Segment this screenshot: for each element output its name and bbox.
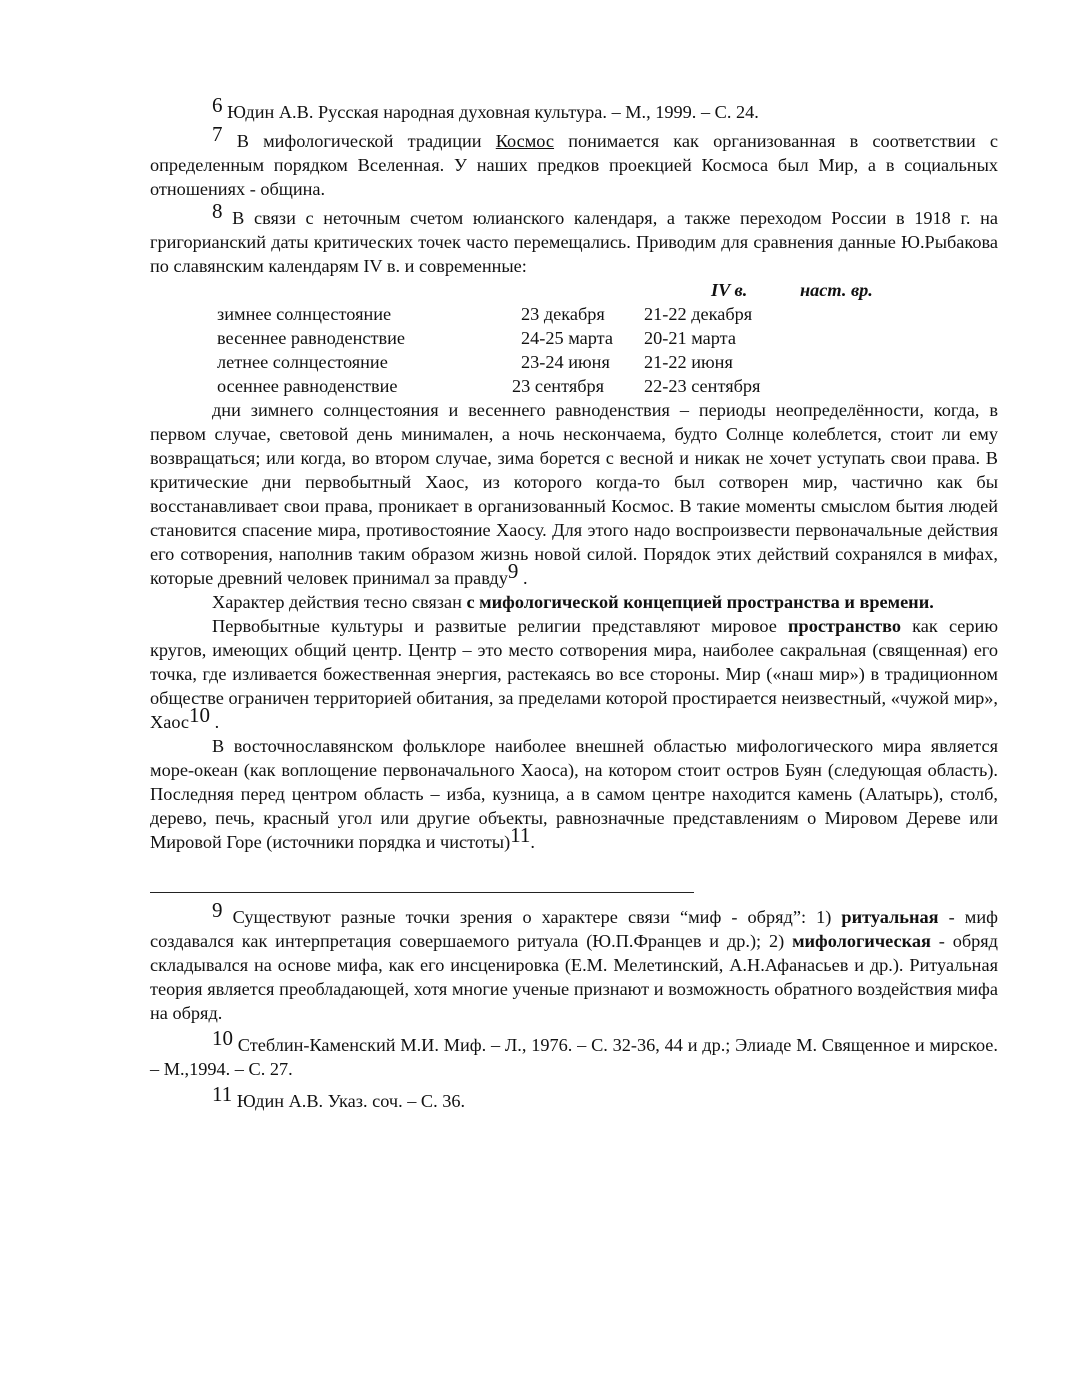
- footnote-separator: [150, 892, 694, 893]
- footnote-ref: 10: [189, 703, 211, 727]
- footnote-ref: 11: [510, 823, 531, 847]
- table-row: [217, 374, 917, 398]
- bold-term: мифологическая: [792, 931, 931, 951]
- footnote-number: 7: [212, 122, 223, 146]
- footnote-8: [150, 199, 998, 278]
- iv-date-cell: 23 сентября: [512, 376, 605, 396]
- paragraph-text: В восточнославянском фольклоре наиболее внешней областью мифологического мира является море-океан (как воплощение первоначального Хаоса), на котором стоит остров Буян (следующая область). Последняя перед центром область – изба, кузница, а в самом центре находится камень (Алатырь), столб, дерево, печь, красный угол или другие объекты, равнозначные представлениям о Мировом Дереве или Мировой Горе (источники порядка и чистоты): [150, 736, 998, 852]
- footnote-text: Юдин А.В. Указ. соч. – С. 36.: [236, 1091, 466, 1111]
- footnote-text: понимается как организованная в соответствии с определенным порядком Вселенная. У наших предков проекцией Космоса был Мир, а в социальных отношениях - община.: [150, 131, 998, 199]
- footnote-9: [150, 898, 998, 1025]
- document-page: [150, 93, 998, 1121]
- underlined-term: Космос: [495, 131, 555, 151]
- event-cell: осеннее равноденствие: [217, 376, 398, 396]
- event-cell: зимнее солнцестояние: [217, 304, 392, 324]
- now-date-cell: 21-22 июня: [644, 352, 733, 372]
- bold-term: ритуальная: [841, 907, 939, 927]
- footnote-ref: 9: [507, 559, 519, 583]
- footnote-11: [150, 1082, 998, 1113]
- body-paragraph-3: [150, 614, 998, 734]
- now-date-cell: 22-23 сентября: [644, 376, 761, 396]
- paragraph-text: .: [518, 568, 528, 588]
- paragraph-text: Характер действия тесно связан: [212, 592, 467, 612]
- column-header-iv: IV в.: [711, 280, 748, 300]
- paragraph-text: .: [210, 712, 220, 732]
- footnote-text: - миф создавался как интерпретация совершаемого ритуала (Ю.П.Францев и др.); 2): [150, 907, 998, 951]
- body-paragraph-2: [150, 590, 998, 614]
- now-date-cell: 21-22 декабря: [644, 304, 753, 324]
- footnote-text: Стеблин-Каменский М.И. Миф. – Л., 1976. – С. 32-36, 44 и др.; Элиаде М. Священное и мирское. – М.,1994. – С. 27.: [150, 1035, 998, 1079]
- footnote-number: 9: [212, 898, 223, 922]
- paragraph-text: Первобытные культуры и развитые религии представляют мировое: [212, 616, 788, 636]
- footnote-text: - обряд складывался на основе мифа, как его инсценировка (Е.М. Мелетинский, А.Н.Афанасьев и др.). Ритуальная теория является преобладающей, хотя многие ученые признают и возможность обратного воздействия мифа на обряд.: [150, 931, 998, 1023]
- footnote-text: В связи с неточным счетом юлианского календаря, а также переходом России в 1918 г. на григорианский даты критических точек часто перемещались. Приводим для сравнения данные Ю.Рыбакова по славянским календарям IV в. и современные:: [150, 208, 998, 276]
- footnote-number: 8: [212, 199, 223, 223]
- footnote-number: 6: [212, 93, 223, 117]
- now-date-cell: 20-21 марта: [644, 328, 737, 348]
- column-header-now: наст. вр.: [800, 280, 873, 300]
- iv-date-cell: 23 декабря: [521, 304, 605, 324]
- table-row: [217, 302, 917, 326]
- paragraph-text: как серию кругов, имеющих общий центр. Центр – это место сотворения мира, наиболее сакральная (священная) его точка, где изливается божественная энергия, растекаясь во все стороны. Мир («наш мир») в традиционном обществе ограничен территорией обитания, за пределами которой простирается неизвестный, «чужой мир», Хаос: [150, 616, 998, 732]
- table-row: [217, 350, 917, 374]
- footnote-text: В мифологической традиции: [236, 131, 496, 151]
- bold-term: пространство: [788, 616, 901, 636]
- footnote-10: [150, 1026, 998, 1081]
- event-cell: летнее солнцестояние: [217, 352, 388, 372]
- footnote-7: [150, 122, 998, 201]
- body-paragraph-1: [150, 398, 998, 590]
- calendar-table: [150, 278, 998, 398]
- iv-date-cell: 24-25 марта: [521, 328, 614, 348]
- event-cell: весеннее равноденствие: [217, 328, 406, 348]
- iv-date-cell: 23-24 июня: [521, 352, 610, 372]
- table-row: [217, 326, 917, 350]
- paragraph-text: .: [530, 832, 535, 852]
- footnote-text: Юдин А.В. Русская народная духовная культура. – М., 1999. – С. 24.: [227, 102, 759, 122]
- paragraph-text: дни зимнего солнцестояния и весеннего равноденствия – периоды неопределённости, когда, в первом случае, световой день минимален, а ночь нескончаема, будто Солнце колеблется, стоит ли ему возвращаться; или когда, во втором случае, зима борется с весной и никак не хочет уступать свои права. В критические дни первобытный Хаос, из которого когда-то был сотворен мир, частично как бы восстанавливает свои права, проникает в организованный Космос. В такие моменты смыслом бытия людей становится спасение мира, противостояние Хаосу. Для этого надо воспроизвести первоначальные действия его сотворения, наполнив таким образом жизнь новой силой. Порядок этих действий сохранялся в мифах, которые древний человек принимал за правду: [150, 400, 998, 588]
- footnote-text: Существуют разные точки зрения о характере связи “миф - обряд”: 1): [232, 907, 842, 927]
- footnote-number: 11: [212, 1082, 233, 1106]
- footnote-6: [150, 93, 998, 124]
- bold-phrase: с мифологической концепцией пространства и времени.: [466, 592, 934, 612]
- body-paragraph-4: [150, 734, 998, 854]
- footnote-number: 10: [212, 1026, 233, 1050]
